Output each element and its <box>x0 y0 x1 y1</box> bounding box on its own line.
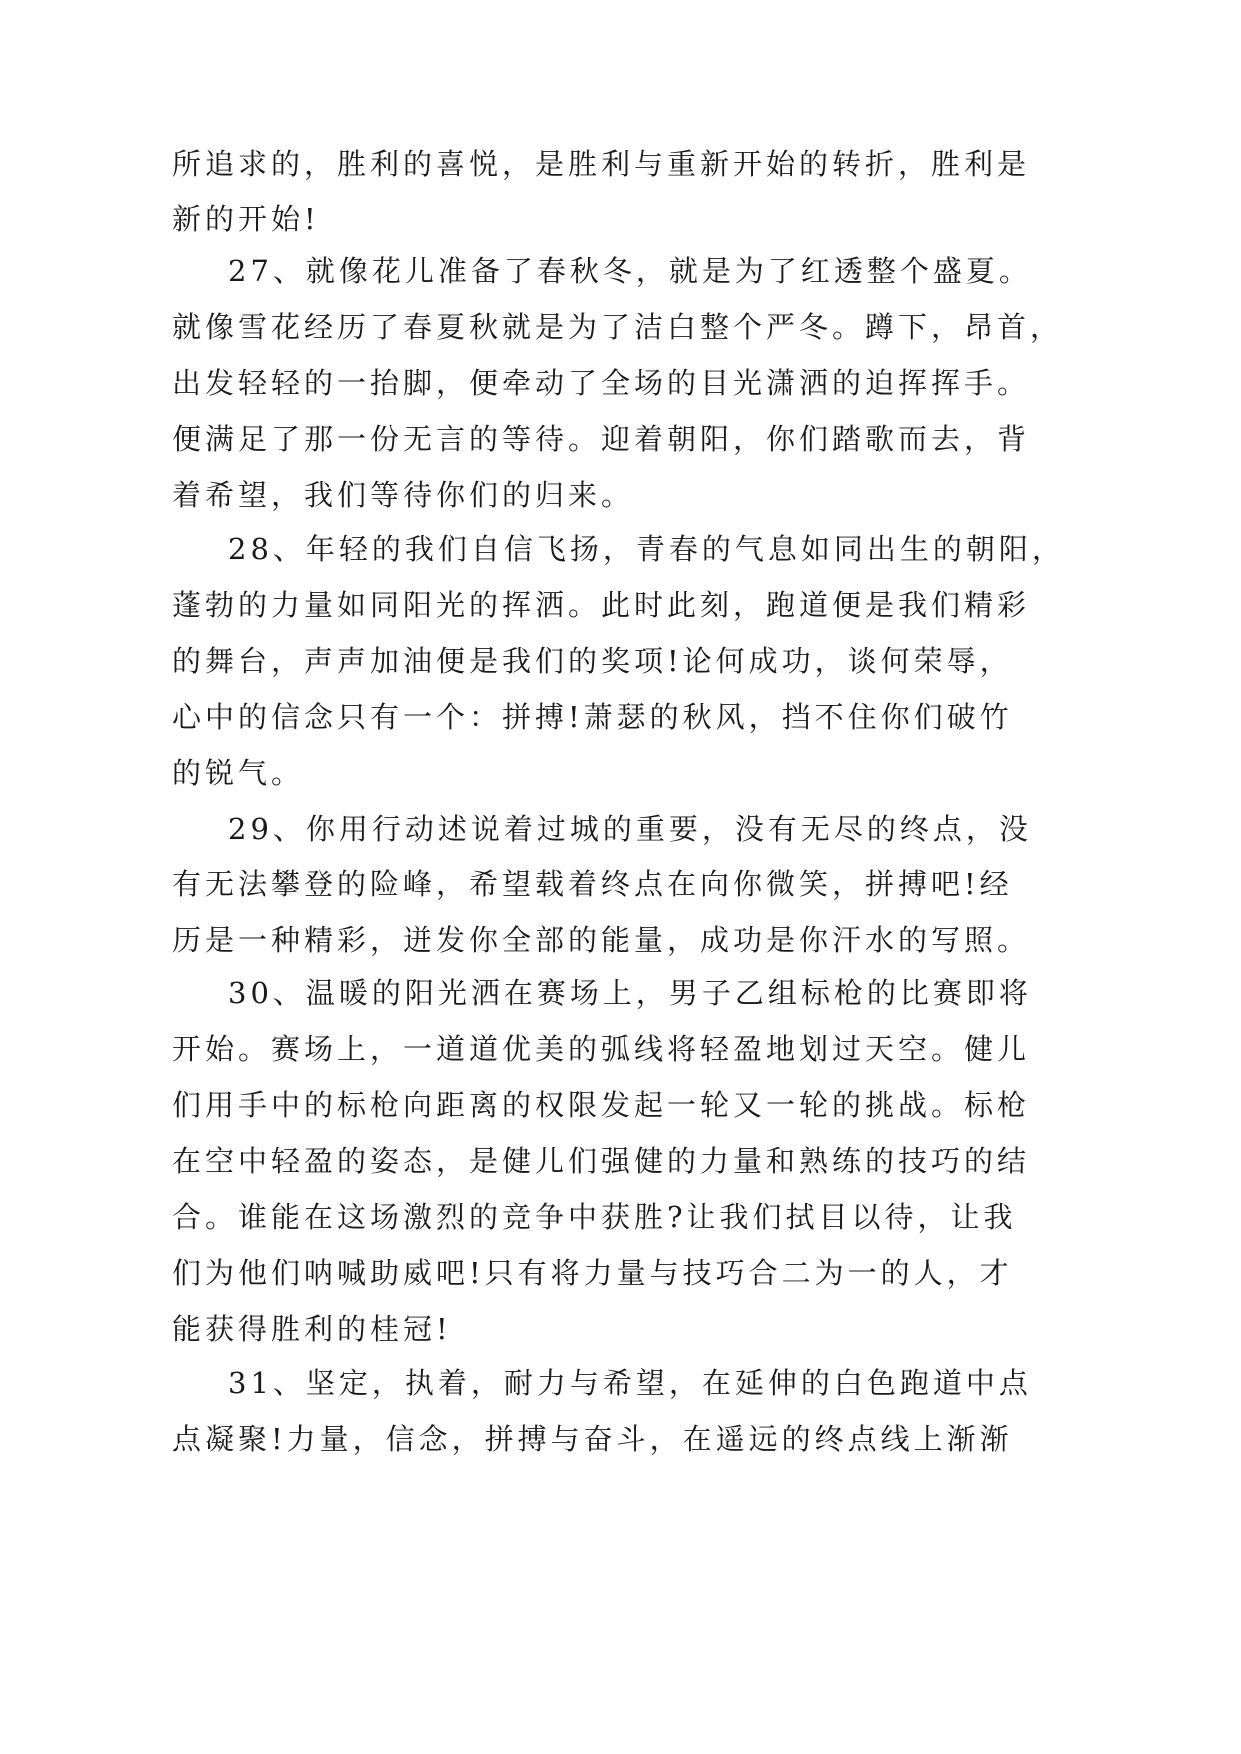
text-line-p31-1: 31、坚定，执着，耐力与希望，在延伸的白色跑道中点 <box>228 1366 1032 1400</box>
text-line-p26-tail-1: 所追求的，胜利的喜悦，是胜利与重新开始的转折，胜利是 <box>172 147 1031 181</box>
text-line-p27-2: 就像雪花经历了春夏秋就是为了洁白整个严冬。蹲下，昂首， <box>172 310 1064 344</box>
text-line-p27-3: 出发轻轻的一抬脚，便牵动了全场的目光潇洒的迫挥挥手。 <box>172 366 1031 400</box>
text-line-p28-3: 的舞台，声声加油便是我们的奖项!论何成功，谈何荣辱， <box>172 644 1013 678</box>
text-line-p30-4: 在空中轻盈的姿态，是健儿们强健的力量和熟练的技巧的结 <box>172 1144 1031 1178</box>
text-line-p27-1: 27、就像花儿准备了春秋冬，就是为了红透整个盛夏。 <box>228 254 1032 288</box>
text-line-p28-5: 的锐气。 <box>172 756 305 790</box>
text-line-p28-1: 28、年轻的我们自信飞扬，青春的气息如同出生的朝阳， <box>228 532 1065 566</box>
text-line-p29-3: 历是一种精彩，迸发你全部的能量，成功是你汗水的写照。 <box>172 923 1031 957</box>
text-line-p30-7: 能获得胜利的桂冠! <box>172 1312 452 1346</box>
text-line-p28-4: 心中的信念只有一个：拼搏!萧瑟的秋风，挡不住你们破竹 <box>172 700 1013 734</box>
text-line-p30-1: 30、温暖的阳光洒在赛场上，男子乙组标枪的比赛即将 <box>228 976 1032 1010</box>
text-line-p29-2: 有无法攀登的险峰，希望载着终点在向你微笑，拼搏吧!经 <box>172 867 1013 901</box>
text-line-p30-6: 们为他们呐喊助威吧!只有将力量与技巧合二为一的人，才 <box>172 1256 1013 1290</box>
text-line-p30-3: 们用手中的标枪向距离的权限发起一轮又一轮的挑战。标枪 <box>172 1088 1031 1122</box>
text-line-p31-2: 点凝聚!力量，信念，拼搏与奋斗，在遥远的终点线上渐渐 <box>172 1422 1013 1456</box>
text-line-p28-2: 蓬勃的力量如同阳光的挥洒。此时此刻，跑道便是我们精彩 <box>172 588 1031 622</box>
text-line-p26-tail-2: 新的开始! <box>172 202 320 236</box>
text-line-p27-5: 着希望，我们等待你们的归来。 <box>172 478 635 512</box>
text-line-p29-1: 29、你用行动述说着过城的重要，没有无尽的终点，没 <box>228 812 1032 846</box>
text-line-p27-4: 便满足了那一份无言的等待。迎着朝阳，你们踏歌而去，背 <box>172 422 1031 456</box>
text-line-p30-2: 开始。赛场上，一道道优美的弧线将轻盈地划过天空。健儿 <box>172 1032 1031 1066</box>
text-line-p30-5: 合。谁能在这场激烈的竞争中获胜?让我们拭目以待，让我 <box>172 1200 1017 1234</box>
